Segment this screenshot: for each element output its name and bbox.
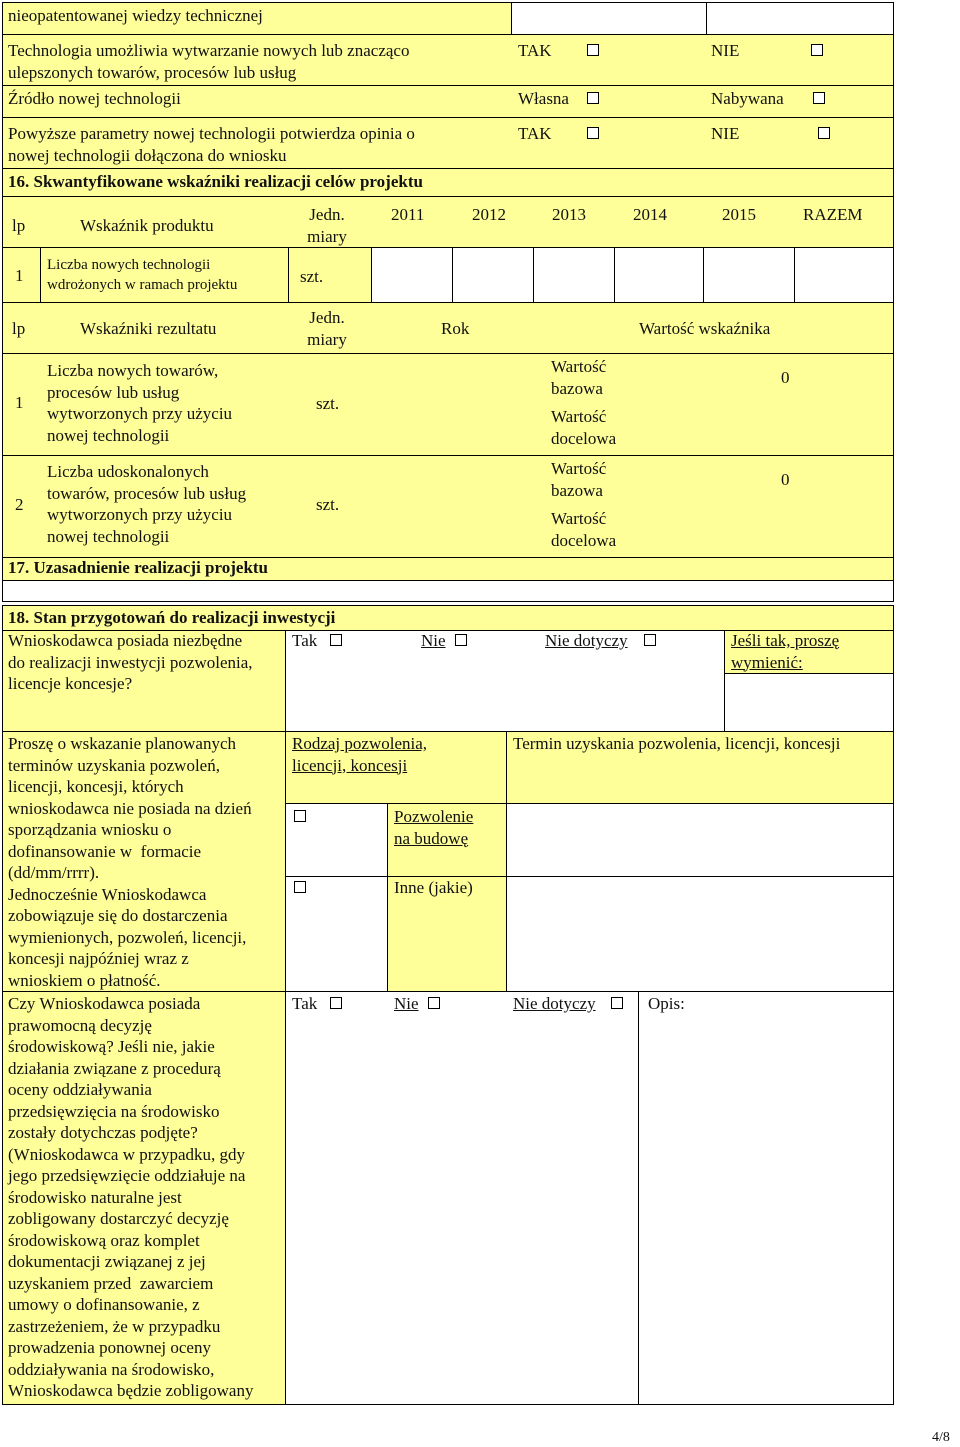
- result-col-name: Wskaźniki rezultatu: [80, 319, 217, 338]
- product-row-name: Liczba nowych technologii wdrożonych w ramach projektu: [47, 257, 238, 293]
- section18-heading: 18. Stan przygotowań do realizacji inwestycji: [8, 608, 336, 627]
- schedule-text: Proszę o wskazanie planowanych terminów uzyskania pozwoleń, licencji, koncesji, których wnioskodawca nie posiada na dzień sporządzania wniosku o dofinansowanie w formacie (dd/mm/rrrr). Jednocześnie Wnioskodawca zobowiązuje się do dostarczenia wymienionych, pozwoleń, licencji, koncesji najpóźniej wraz z wnioskiem o płatność.: [8, 734, 252, 990]
- year-razem: RAZEM: [803, 205, 863, 224]
- tech-source-acquired-checkbox[interactable]: [813, 92, 825, 104]
- permits-yes-label: Tak: [292, 631, 318, 650]
- product-row-unit: szt.: [300, 267, 324, 286]
- product-row-lp: 1: [15, 266, 24, 285]
- permit-building-label: Pozwolenie na budowę: [394, 807, 474, 848]
- product-col-lp: lp: [12, 216, 26, 235]
- result-row2-target-label: Wartość docelowa: [551, 509, 617, 550]
- env-na-label: Nie dotyczy: [513, 994, 596, 1013]
- permits-options-cell: [285, 630, 725, 732]
- permit-other-checkbox[interactable]: [294, 881, 306, 893]
- result-col-value: Wartość wskaźnika: [639, 319, 771, 338]
- product-col-unit: Jedn. miary: [307, 205, 347, 246]
- permits-question: Wnioskodawca posiada niezbędne do realizacji inwestycji pozwolenia, licencje koncesje?: [8, 631, 253, 693]
- env-no-checkbox[interactable]: [428, 997, 440, 1009]
- result-row1-base-label: Wartość bazowa: [551, 357, 607, 398]
- permit-deadline-label: Termin uzyskania pozwolenia, licencji, koncesji: [513, 734, 841, 753]
- permit-building-checkbox[interactable]: [294, 810, 306, 822]
- tech-row3-label: Źródło nowej technologii: [8, 89, 181, 108]
- year-2012: 2012: [472, 205, 506, 224]
- page-number: 4/8: [932, 1430, 950, 1445]
- env-yes-checkbox[interactable]: [330, 997, 342, 1009]
- product-2013-field[interactable]: [533, 247, 615, 303]
- product-col-name: Wskaźnik produktu: [80, 216, 214, 235]
- tech-source-own-label: Własna: [518, 89, 569, 108]
- permits-if-yes-label: Jeśli tak, proszę wymienić:: [731, 631, 840, 672]
- tech-row2-yes-label: TAK: [518, 41, 552, 60]
- tech-row1-cell-b: [511, 2, 707, 35]
- permit-type-label: Rodzaj pozwolenia, licencji, koncesji: [292, 734, 428, 775]
- permits-no-checkbox[interactable]: [455, 634, 467, 646]
- section17-text-field[interactable]: [2, 580, 894, 602]
- permit-other-date-field[interactable]: [506, 876, 894, 992]
- result-row2-unit: szt.: [316, 495, 340, 514]
- result-col-unit: Jedn. miary: [307, 308, 347, 349]
- result-row1-target-label: Wartość docelowa: [551, 407, 617, 448]
- env-question: Czy Wnioskodawca posiada prawomocną decyzję środowiskową? Jeśli nie, jakie działania związane z procedurą oceny oddziaływania przedsięwzięcia na środowisko zostały dotychczas podjęte? (Wnioskodawca w przypadku, gdy jego przedsięwzięcie oddziałuje na środowisko naturalne jest zobligowany dostarczyć decyzję środowiskową oraz komplet dokumentacji związanej z jej uzyskaniem przed zawarciem umowy o dofinansowanie, z zastrzeżeniem, że w przypadku prowadzenia ponownej oceny oddziaływania na środowisko, Wnioskodawca będzie zobligowany: [8, 994, 254, 1400]
- tech-source-acquired-label: Nabywana: [711, 89, 784, 108]
- permit-other-label: Inne (jakie): [394, 878, 473, 897]
- year-2011: 2011: [391, 205, 425, 224]
- tech-row1-cell-c: [706, 2, 894, 35]
- permits-no-label: Nie: [421, 631, 446, 650]
- product-2011-field[interactable]: [371, 247, 453, 303]
- env-description-field[interactable]: [638, 991, 894, 1405]
- permit-other-check-cell: [285, 876, 388, 992]
- product-2014-field[interactable]: [614, 247, 704, 303]
- env-opis-label: Opis:: [648, 994, 685, 1013]
- result-row1-name: Liczba nowych towarów, procesów lub usług wytworzonych przy użyciu nowej technologii: [47, 361, 233, 445]
- result-row2-base-label: Wartość bazowa: [551, 459, 607, 500]
- section17-heading: 17. Uzasadnienie realizacji projektu: [8, 558, 269, 577]
- permits-yes-checkbox[interactable]: [330, 634, 342, 646]
- tech-row4-label: Powyższe parametry nowej technologii potwierdza opinia o nowej technologii dołączona do wniosku: [8, 124, 415, 165]
- env-na-checkbox[interactable]: [611, 997, 623, 1009]
- result-col-lp: lp: [12, 319, 26, 338]
- tech-row2-label: Technologia umożliwia wytwarzanie nowych lub znacząco ulepszonych towarów, procesów lub usług: [8, 41, 410, 82]
- product-razem-field[interactable]: [794, 247, 894, 303]
- result-row2-value: 0: [781, 470, 790, 489]
- env-yes-label: Tak: [292, 994, 318, 1013]
- result-row1-lp: 1: [15, 393, 24, 412]
- year-2013: 2013: [552, 205, 586, 224]
- result-col-year: Rok: [441, 319, 470, 338]
- product-2012-field[interactable]: [452, 247, 534, 303]
- permit-building-date-field[interactable]: [506, 803, 894, 877]
- year-2015: 2015: [722, 205, 756, 224]
- env-no-label: Nie: [394, 994, 419, 1013]
- tech-row2-no-checkbox[interactable]: [811, 44, 823, 56]
- result-row1-unit: szt.: [316, 394, 340, 413]
- result-row2-lp: 2: [15, 495, 24, 514]
- tech-row1-label: nieopatentowanej wiedzy technicznej: [8, 6, 263, 25]
- result-row1-value: 0: [781, 368, 790, 387]
- tech-row2-yes-checkbox[interactable]: [587, 44, 599, 56]
- product-2015-field[interactable]: [703, 247, 795, 303]
- year-2014: 2014: [633, 205, 667, 224]
- env-options-cell: [285, 991, 639, 1405]
- result-row2-name: Liczba udoskonalonych towarów, procesów lub usług wytworzonych przy użyciu nowej technologii: [47, 462, 247, 546]
- tech-row4-yes-checkbox[interactable]: [587, 127, 599, 139]
- tech-source-own-checkbox[interactable]: [587, 92, 599, 104]
- section16-heading: 16. Skwantyfikowane wskaźniki realizacji celów projektu: [8, 172, 423, 191]
- tech-row4-yes-label: TAK: [518, 124, 552, 143]
- permits-na-label: Nie dotyczy: [545, 631, 628, 650]
- tech-row4-no-label: NIE: [711, 124, 740, 143]
- tech-row4-no-checkbox[interactable]: [818, 127, 830, 139]
- tech-row2-no-label: NIE: [711, 41, 740, 60]
- permits-na-checkbox[interactable]: [644, 634, 656, 646]
- permits-list-field[interactable]: [724, 673, 894, 732]
